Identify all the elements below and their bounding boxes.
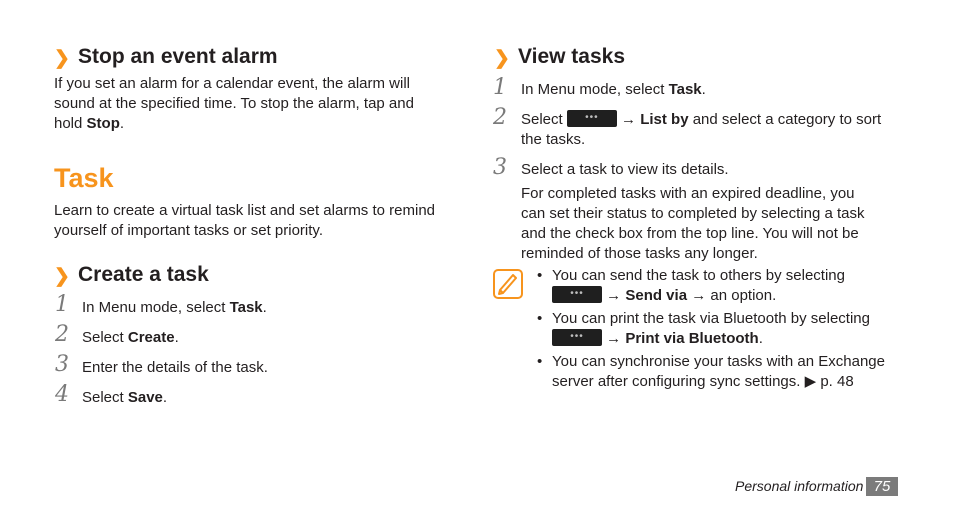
text-line bbox=[54, 114, 454, 134]
step-number: 1 bbox=[55, 292, 69, 317]
text-line: sound at the specified time. To stop the alarm, tap and bbox=[54, 95, 414, 112]
arrow: → bbox=[616, 111, 641, 128]
text: . bbox=[174, 329, 179, 346]
bold-text: Stop bbox=[86, 115, 120, 132]
text: hold bbox=[54, 115, 87, 132]
menu-dots: ••• bbox=[570, 331, 584, 342]
text: . bbox=[162, 389, 168, 406]
stop-alarm-paragraph bbox=[54, 74, 454, 134]
text: . bbox=[701, 81, 706, 98]
bold-text: Task bbox=[229, 299, 263, 316]
text-line bbox=[552, 286, 912, 306]
text: In Menu mode, select bbox=[82, 299, 230, 316]
arrow: → bbox=[602, 287, 626, 304]
step-number: 3 bbox=[55, 352, 69, 377]
text-line: You can send the task to others by selecting bbox=[552, 267, 845, 284]
bullet: • bbox=[537, 310, 543, 327]
text: . bbox=[758, 330, 763, 347]
note-bullet-3 bbox=[537, 352, 912, 392]
bold-text: Task bbox=[668, 81, 702, 98]
chevron-icon: ❯ bbox=[54, 48, 70, 69]
create-step-1 bbox=[82, 298, 267, 318]
step-number: 3 bbox=[493, 155, 507, 180]
step-number: 2 bbox=[55, 322, 69, 347]
footer-section-name: Personal information bbox=[735, 478, 864, 494]
text-line: Learn to create a virtual task list and set alarms to remind bbox=[54, 202, 436, 219]
heading-view-tasks: View tasks bbox=[518, 45, 626, 68]
menu-button-icon bbox=[567, 110, 617, 127]
text-line: the tasks. bbox=[521, 131, 586, 148]
note-bullet-1 bbox=[537, 266, 912, 306]
heading-create-task: Create a task bbox=[78, 263, 209, 286]
menu-dots: ••• bbox=[570, 288, 584, 299]
bold-text: Send via bbox=[625, 287, 688, 304]
text-line bbox=[521, 110, 881, 130]
text-line: You can print the task via Bluetooth by selecting bbox=[552, 310, 870, 327]
step-number: 2 bbox=[493, 105, 507, 130]
chevron-icon: ❯ bbox=[54, 266, 70, 287]
task-intro-paragraph bbox=[54, 201, 454, 241]
text-line: reminded of those tasks any longer. bbox=[521, 245, 758, 262]
text-line: server after configuring sync settings. ▶ p. 48 bbox=[552, 373, 854, 390]
menu-button-icon bbox=[552, 329, 602, 346]
text: → an option. bbox=[687, 287, 777, 304]
section-title-task: Task bbox=[54, 163, 114, 193]
page-number: 75 bbox=[866, 477, 898, 496]
text: . bbox=[119, 115, 125, 132]
text: Select bbox=[82, 329, 128, 346]
text: Select bbox=[521, 111, 567, 128]
menu-button-icon bbox=[552, 286, 602, 303]
view-step-2 bbox=[521, 110, 881, 150]
arrow: → bbox=[602, 330, 626, 347]
text-line: can set their status to completed by selecting a task bbox=[521, 205, 865, 222]
step-number: 4 bbox=[55, 382, 69, 407]
text-line: For completed tasks with an expired deadline, you bbox=[521, 185, 855, 202]
text: and select a category to sort bbox=[688, 111, 882, 128]
chevron-icon: ❯ bbox=[494, 48, 510, 69]
text-line bbox=[552, 329, 912, 349]
view-step-3: Select a task to view its details. bbox=[521, 161, 729, 178]
note-bullet-2 bbox=[537, 309, 912, 349]
note-pencil-icon bbox=[493, 269, 523, 299]
text: In Menu mode, select bbox=[521, 81, 669, 98]
text: . bbox=[262, 299, 267, 316]
heading-stop-event-alarm: Stop an event alarm bbox=[78, 45, 278, 68]
create-step-2 bbox=[82, 328, 179, 348]
menu-dots: ••• bbox=[585, 112, 599, 123]
bullet: • bbox=[537, 267, 543, 284]
text-line: If you set an alarm for a calendar event, the alarm will bbox=[54, 75, 411, 92]
create-step-4 bbox=[82, 388, 167, 408]
bold-text: Print via Bluetooth bbox=[625, 330, 759, 347]
view-step-3-detail bbox=[521, 184, 901, 264]
step-number: 1 bbox=[493, 75, 507, 100]
create-step-3 bbox=[82, 358, 268, 378]
text: Enter the details of the task. bbox=[82, 359, 268, 376]
text: Select bbox=[82, 389, 128, 406]
view-step-1 bbox=[521, 80, 706, 100]
bold-text: Save bbox=[127, 389, 163, 406]
bullet: • bbox=[537, 353, 543, 370]
text-line: yourself of important tasks or set priority. bbox=[54, 222, 323, 239]
text-line: You can synchronise your tasks with an Exchange bbox=[552, 353, 885, 370]
bold-text: Create bbox=[127, 329, 175, 346]
bold-text: List by bbox=[640, 111, 689, 128]
text-line: and the check box from the top line. You will not be bbox=[521, 225, 859, 242]
